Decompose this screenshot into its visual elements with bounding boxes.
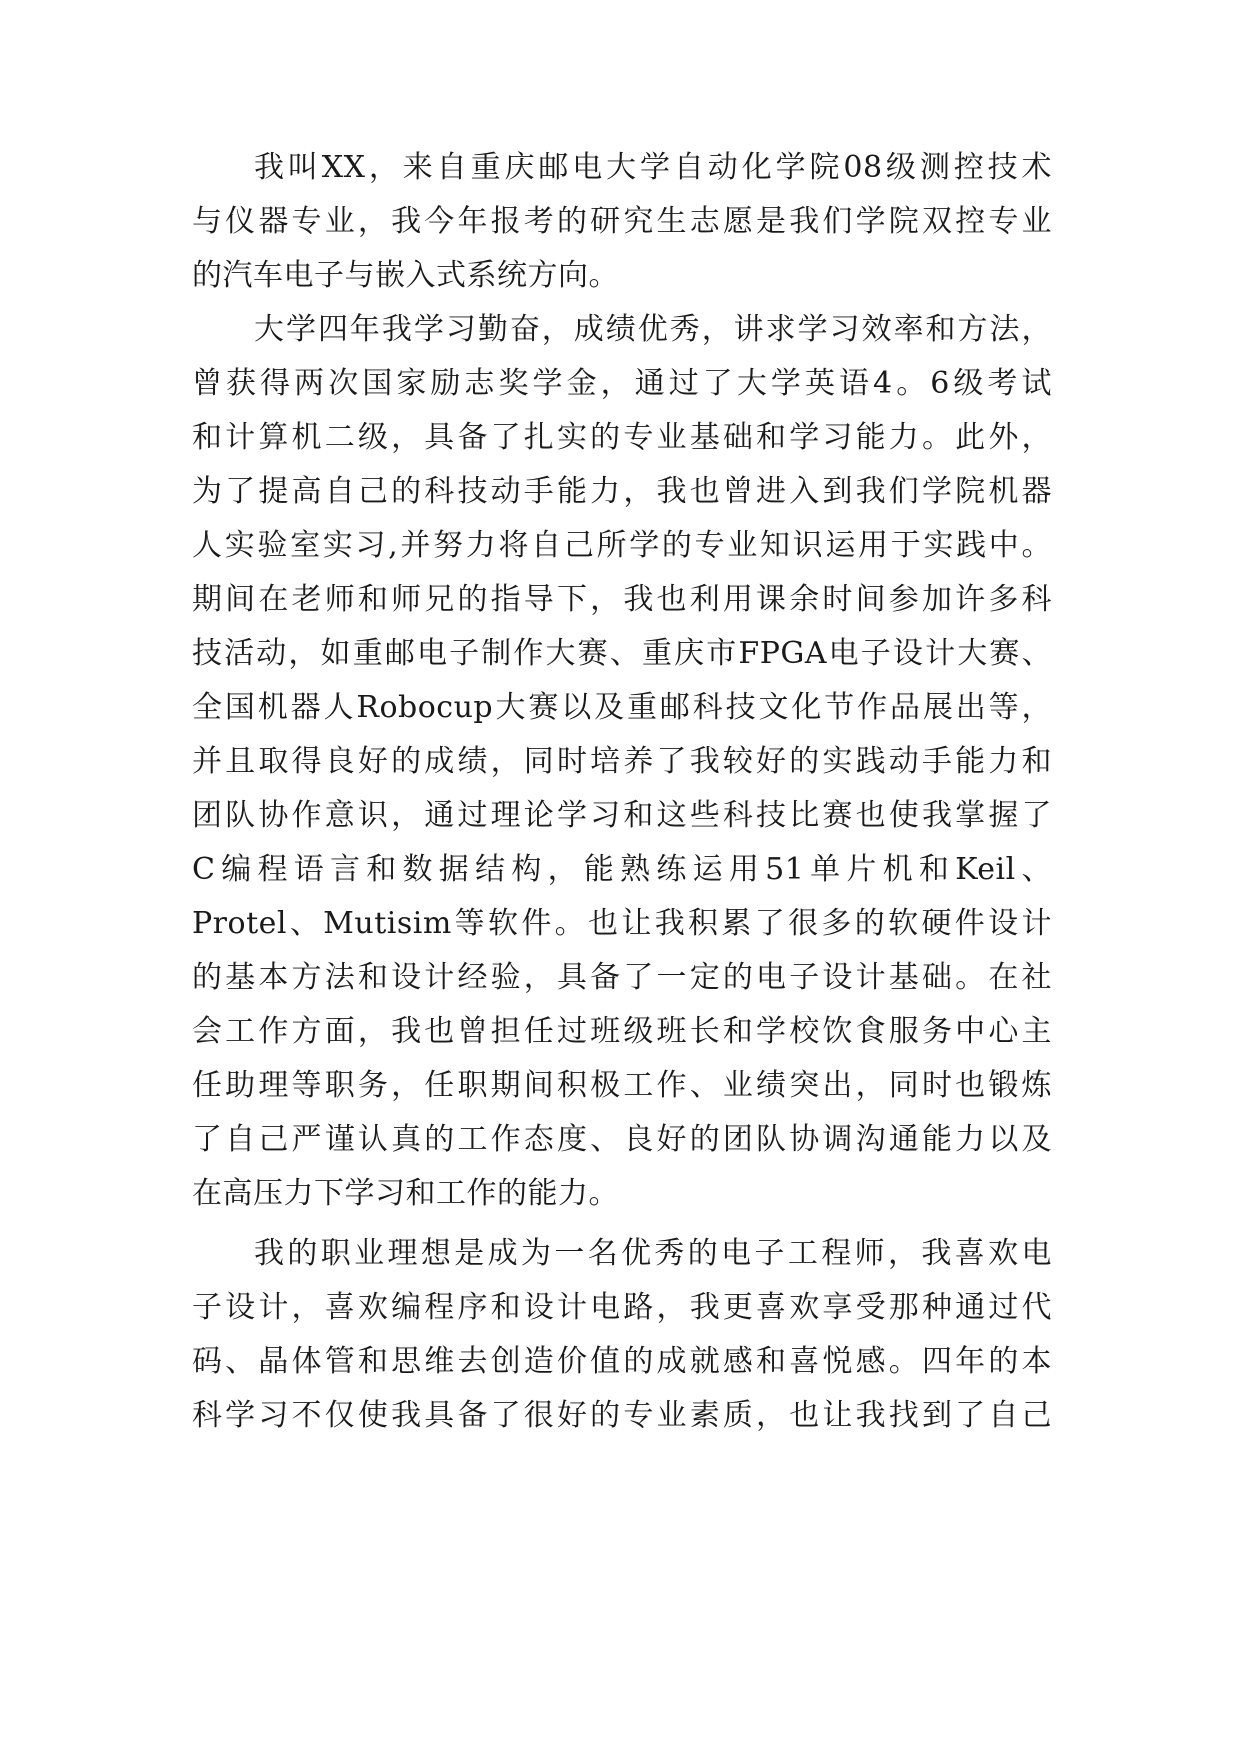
paragraph-2-line-15: 任助理等职务，任职期间积极工作、业绩突出，同时也锻炼: [192, 1068, 1052, 1103]
paragraph-3-line-2: 子设计，喜欢编程序和设计电路，我更喜欢享受那种通过代: [192, 1290, 1052, 1325]
paragraph-1-line-2: 与仪器专业，我今年报考的研究生志愿是我们学院双控专业: [192, 204, 1052, 239]
paragraph-2-line-10: 团队协作意识，通过理论学习和这些科技比赛也使我掌握了: [192, 798, 1052, 833]
paragraph-2-line-1: 大学四年我学习勤奋，成绩优秀，讲求学习效率和方法，: [254, 312, 1052, 347]
paragraph-2-line-13: 的基本方法和设计经验，具备了一定的电子设计基础。在社: [192, 960, 1052, 995]
paragraph-2-line-17: 在高压力下学习和工作的能力。: [192, 1176, 619, 1211]
paragraph-2-line-16: 了自己严谨认真的工作态度、良好的团队协调沟通能力以及: [192, 1122, 1052, 1157]
paragraph-2-line-7: 技活动，如重邮电子制作大赛、重庆市FPGA电子设计大赛、: [192, 636, 1052, 671]
paragraph-2-line-9: 并且取得良好的成绩，同时培养了我较好的实践动手能力和: [192, 744, 1052, 779]
paragraph-2-line-8: 全国机器人Robocup大赛以及重邮科技文化节作品展出等，: [192, 690, 1052, 725]
paragraph-2-line-5: 人实验室实习,并努力将自己所学的专业知识运用于实践中。: [192, 528, 1052, 563]
paragraph-2-line-11: C编程语言和数据结构，能熟练运用51单片机和Keil、: [192, 852, 1052, 887]
paragraph-3-line-3: 码、晶体管和思维去创造价值的成就感和喜悦感。四年的本: [192, 1344, 1052, 1379]
paragraph-2-line-2: 曾获得两次国家励志奖学金，通过了大学英语4。6级考试: [192, 366, 1052, 401]
paragraph-2-line-6: 期间在老师和师兄的指导下，我也利用课余时间参加许多科: [192, 582, 1052, 617]
paragraph-1-line-3: 的汽车电子与嵌入式系统方向。: [192, 258, 619, 293]
paragraph-1-line-1: 我叫XX，来自重庆邮电大学自动化学院08级测控技术: [254, 150, 1052, 185]
paragraph-3-line-4: 科学习不仅使我具备了很好的专业素质，也让我找到了自己: [192, 1398, 1052, 1433]
paragraph-2-line-14: 会工作方面，我也曾担任过班级班长和学校饮食服务中心主: [192, 1014, 1052, 1049]
paragraph-2-line-4: 为了提高自己的科技动手能力，我也曾进入到我们学院机器: [192, 474, 1052, 509]
paragraph-3-line-1: 我的职业理想是成为一名优秀的电子工程师，我喜欢电: [254, 1236, 1052, 1271]
paragraph-2-line-3: 和计算机二级，具备了扎实的专业基础和学习能力。此外，: [192, 420, 1052, 455]
paragraph-2-line-12: Protel、Mutisim等软件。也让我积累了很多的软硬件设计: [192, 906, 1052, 941]
